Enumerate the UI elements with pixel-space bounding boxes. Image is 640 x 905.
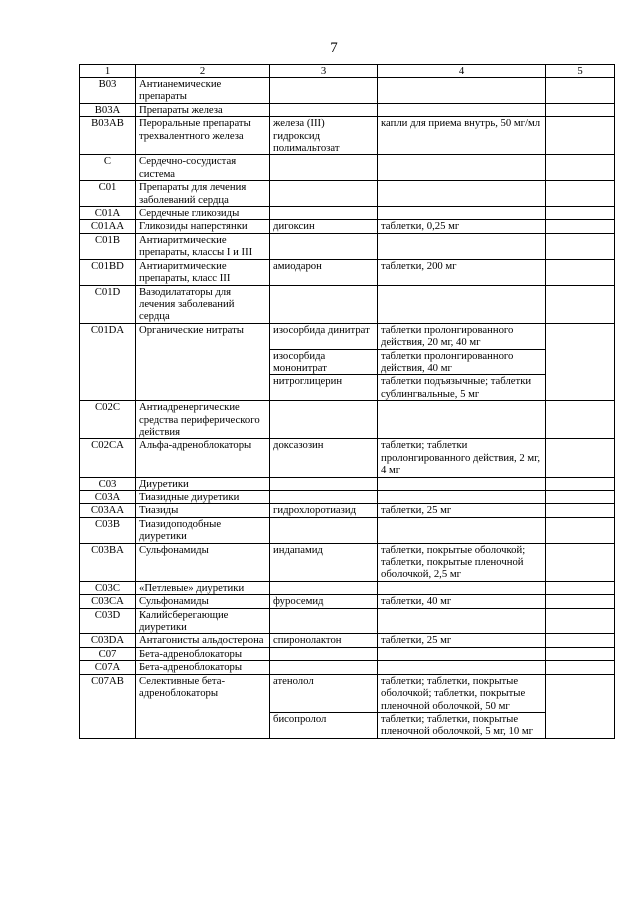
atc-group-name-cell: «Петлевые» диуретики: [136, 581, 270, 594]
atc-code-cell: C01DA: [80, 323, 136, 400]
table-row: [80, 259, 615, 285]
dosage-form-cell: таблетки пролонгированного действия, 40 мг: [378, 349, 546, 375]
atc-code-cell: C03: [80, 477, 136, 490]
dosage-form-cell: [378, 233, 546, 259]
atc-group-name-cell: Диуретики: [136, 477, 270, 490]
column-5-cell: [546, 285, 615, 323]
atc-group-name-cell: Препараты железа: [136, 103, 270, 116]
drug-name-cell: [270, 608, 378, 634]
column-5-cell: [546, 117, 615, 155]
column-5-cell: [546, 181, 615, 207]
dosage-form-cell: [378, 661, 546, 674]
atc-code-cell: C03AA: [80, 504, 136, 517]
dosage-form-cell: [378, 207, 546, 220]
table-row: [80, 517, 615, 543]
column-5-cell: [546, 477, 615, 490]
dosage-form-cell: [378, 155, 546, 181]
atc-code-cell: C01: [80, 181, 136, 207]
drug-name-cell: [270, 103, 378, 116]
dosage-form-cell: [378, 477, 546, 490]
column-5-cell: [546, 674, 615, 738]
atc-code-cell: C07A: [80, 661, 136, 674]
dosage-form-cell: таблетки, 0,25 мг: [378, 220, 546, 233]
column-5-cell: [546, 647, 615, 660]
atc-group-name-cell: Тиазидоподобные диуретики: [136, 517, 270, 543]
dosage-form-cell: [378, 103, 546, 116]
table-body: [80, 78, 615, 739]
drug-name-cell: [270, 207, 378, 220]
table-row: [80, 504, 615, 517]
atc-code-cell: B03AB: [80, 117, 136, 155]
table-row: [80, 661, 615, 674]
table-row: [80, 608, 615, 634]
column-5-cell: [546, 661, 615, 674]
atc-code-cell: C03D: [80, 608, 136, 634]
dosage-form-cell: таблетки; таблетки, покрытые пленочной оболочкой, 5 мг, 10 мг: [378, 712, 546, 738]
drug-name-cell: дигоксин: [270, 220, 378, 233]
atc-code-cell: B03: [80, 78, 136, 104]
page-number: 7: [330, 40, 338, 56]
atc-code-cell: C02CA: [80, 439, 136, 477]
drug-name-cell: [270, 647, 378, 660]
dosage-form-cell: таблетки; таблетки, покрытые оболочкой; таблетки, покрытые пленочной оболочкой, 50 мг: [378, 674, 546, 712]
drug-name-cell: [270, 233, 378, 259]
dosage-form-cell: [378, 647, 546, 660]
table-row: [80, 155, 615, 181]
column-5-cell: [546, 103, 615, 116]
dosage-form-cell: таблетки подъязычные; таблетки сублингвальные, 5 мг: [378, 375, 546, 401]
drug-name-cell: [270, 491, 378, 504]
dosage-form-cell: капли для приема внутрь, 50 мг/мл: [378, 117, 546, 155]
table-row: [80, 181, 615, 207]
column-5-cell: [546, 504, 615, 517]
column-5-cell: [546, 323, 615, 400]
atc-code-cell: C02C: [80, 401, 136, 439]
dosage-form-cell: [378, 517, 546, 543]
dosage-form-cell: [378, 581, 546, 594]
drug-name-cell: нитроглицерин: [270, 375, 378, 401]
column-5-cell: [546, 233, 615, 259]
atc-group-name-cell: Антиадренергические средства периферического действия: [136, 401, 270, 439]
table-row: [80, 233, 615, 259]
atc-code-cell: C03A: [80, 491, 136, 504]
column-5-cell: [546, 581, 615, 594]
atc-code-cell: C03DA: [80, 634, 136, 647]
dosage-form-cell: [378, 181, 546, 207]
table-row: [80, 401, 615, 439]
atc-group-name-cell: Сульфонамиды: [136, 543, 270, 581]
column-5-cell: [546, 517, 615, 543]
table-row: [80, 581, 615, 594]
table-row: [80, 647, 615, 660]
table-row: [80, 78, 615, 104]
column-5-cell: [546, 401, 615, 439]
atc-group-name-cell: Органические нитраты: [136, 323, 270, 400]
dosage-form-cell: [378, 285, 546, 323]
dosage-form-cell: таблетки, 40 мг: [378, 595, 546, 608]
column-5-cell: [546, 595, 615, 608]
dosage-form-cell: таблетки, 25 мг: [378, 634, 546, 647]
table-row: [80, 543, 615, 581]
table-row: [80, 674, 615, 712]
drug-name-cell: изосорбида мононитрат: [270, 349, 378, 375]
atc-code-cell: C01B: [80, 233, 136, 259]
atc-code-cell: C: [80, 155, 136, 181]
atc-code-cell: C03C: [80, 581, 136, 594]
atc-code-cell: C07AB: [80, 674, 136, 738]
column-header-5: 5: [546, 65, 615, 78]
dosage-form-cell: таблетки; таблетки пролонгированного действия, 2 мг, 4 мг: [378, 439, 546, 477]
drug-name-cell: атенолол: [270, 674, 378, 712]
table-row: [80, 477, 615, 490]
atc-group-name-cell: Гликозиды наперстянки: [136, 220, 270, 233]
column-5-cell: [546, 259, 615, 285]
atc-group-name-cell: Бета-адреноблокаторы: [136, 661, 270, 674]
atc-group-name-cell: Вазодилататоры для лечения заболеваний сердца: [136, 285, 270, 323]
dosage-form-cell: [378, 401, 546, 439]
drug-table: [79, 64, 615, 739]
atc-group-name-cell: Сульфонамиды: [136, 595, 270, 608]
atc-code-cell: C01A: [80, 207, 136, 220]
drug-name-cell: [270, 581, 378, 594]
atc-group-name-cell: Антианемические препараты: [136, 78, 270, 104]
atc-group-name-cell: Антиаритмические препараты, классы I и III: [136, 233, 270, 259]
atc-code-cell: C01AA: [80, 220, 136, 233]
drug-name-cell: [270, 517, 378, 543]
table-row: [80, 285, 615, 323]
dosage-form-cell: [378, 608, 546, 634]
column-5-cell: [546, 207, 615, 220]
dosage-form-cell: таблетки, 200 мг: [378, 259, 546, 285]
column-5-cell: [546, 439, 615, 477]
column-header-2: 2: [136, 65, 270, 78]
drug-name-cell: доксазозин: [270, 439, 378, 477]
table-header: [80, 65, 615, 78]
drug-name-cell: бисопролол: [270, 712, 378, 738]
drug-name-cell: индапамид: [270, 543, 378, 581]
column-5-cell: [546, 78, 615, 104]
column-5-cell: [546, 634, 615, 647]
column-header-3: 3: [270, 65, 378, 78]
drug-name-cell: изосорбида динитрат: [270, 323, 378, 349]
column-5-cell: [546, 491, 615, 504]
atc-code-cell: C01BD: [80, 259, 136, 285]
column-5-cell: [546, 543, 615, 581]
atc-group-name-cell: Тиазиды: [136, 504, 270, 517]
atc-code-cell: C03CA: [80, 595, 136, 608]
table-row: [80, 439, 615, 477]
column-header-1: 1: [80, 65, 136, 78]
atc-group-name-cell: Препараты для лечения заболеваний сердца: [136, 181, 270, 207]
atc-group-name-cell: Антиаритмические препараты, класс III: [136, 259, 270, 285]
drug-name-cell: [270, 477, 378, 490]
table-row: [80, 323, 615, 349]
dosage-form-cell: таблетки пролонгированного действия, 20 мг, 40 мг: [378, 323, 546, 349]
table-row: [80, 491, 615, 504]
atc-group-name-cell: Антагонисты альдостерона: [136, 634, 270, 647]
atc-code-cell: C03BA: [80, 543, 136, 581]
drug-name-cell: железа (III) гидроксид полимальтозат: [270, 117, 378, 155]
table-row: [80, 207, 615, 220]
drug-name-cell: фуросемид: [270, 595, 378, 608]
drug-name-cell: [270, 661, 378, 674]
table-row: [80, 634, 615, 647]
atc-code-cell: B03A: [80, 103, 136, 116]
atc-code-cell: C03B: [80, 517, 136, 543]
table-row: [80, 103, 615, 116]
header-row: [80, 65, 615, 78]
atc-group-name-cell: Сердечно-сосудистая система: [136, 155, 270, 181]
table-row: [80, 595, 615, 608]
atc-group-name-cell: Селективные бета-адреноблокаторы: [136, 674, 270, 738]
atc-group-name-cell: Пероральные препараты трехвалентного железа: [136, 117, 270, 155]
drug-name-cell: [270, 285, 378, 323]
drug-name-cell: спиронолактон: [270, 634, 378, 647]
atc-code-cell: C01D: [80, 285, 136, 323]
atc-group-name-cell: Сердечные гликозиды: [136, 207, 270, 220]
drug-name-cell: амиодарон: [270, 259, 378, 285]
drug-name-cell: [270, 181, 378, 207]
atc-code-cell: C07: [80, 647, 136, 660]
table-row: [80, 117, 615, 155]
atc-group-name-cell: Альфа-адреноблокаторы: [136, 439, 270, 477]
table-row: [80, 220, 615, 233]
drug-name-cell: гидрохлоротиазид: [270, 504, 378, 517]
dosage-form-cell: таблетки, покрытые оболочкой; таблетки, покрытые пленочной оболочкой, 2,5 мг: [378, 543, 546, 581]
dosage-form-cell: [378, 491, 546, 504]
drug-name-cell: [270, 155, 378, 181]
atc-group-name-cell: Калийсберегающие диуретики: [136, 608, 270, 634]
drug-name-cell: [270, 78, 378, 104]
atc-group-name-cell: Тиазидные диуретики: [136, 491, 270, 504]
column-5-cell: [546, 220, 615, 233]
column-5-cell: [546, 155, 615, 181]
drug-name-cell: [270, 401, 378, 439]
column-5-cell: [546, 608, 615, 634]
atc-group-name-cell: Бета-адреноблокаторы: [136, 647, 270, 660]
dosage-form-cell: таблетки, 25 мг: [378, 504, 546, 517]
column-header-4: 4: [378, 65, 546, 78]
dosage-form-cell: [378, 78, 546, 104]
